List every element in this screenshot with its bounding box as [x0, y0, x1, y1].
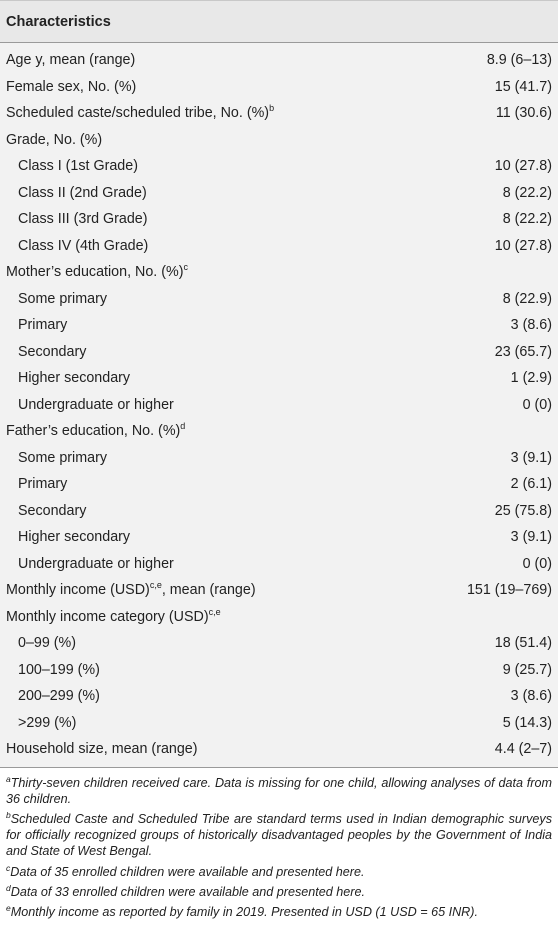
table-row — [0, 551, 558, 578]
row-label-text: Undergraduate or higher — [18, 555, 174, 572]
row-label — [0, 529, 130, 545]
row-label-text: Female sex, No. (%) — [6, 78, 137, 95]
row-label — [0, 423, 185, 439]
table-row — [0, 604, 558, 631]
row-label — [0, 211, 148, 227]
table-row — [0, 312, 558, 339]
footnote-marker: b — [269, 103, 275, 114]
row-label-text: 200–299 (%) — [18, 688, 100, 705]
row-label — [0, 317, 67, 333]
row-label-text: Undergraduate or higher — [18, 396, 174, 413]
row-value: 23 (65.7) — [494, 343, 552, 360]
row-label — [0, 105, 274, 121]
row-label-text: >299 (%) — [18, 714, 77, 731]
footnote-mark: b — [6, 809, 11, 820]
row-label — [0, 158, 138, 174]
row-label — [0, 606, 221, 625]
row-label — [0, 741, 198, 757]
row-label — [0, 370, 130, 386]
table-row — [0, 339, 558, 366]
table-row — [0, 683, 558, 710]
row-label — [0, 688, 100, 704]
table-body — [0, 43, 558, 768]
table-row — [0, 418, 558, 445]
row-label-text: Mother’s education, No. (%) — [6, 264, 184, 281]
row-value: 10 (27.8) — [494, 158, 552, 175]
row-value: 0 (0) — [522, 396, 552, 413]
header-title: Characteristics — [6, 13, 111, 30]
row-value: 8 (22.2) — [502, 184, 552, 201]
row-label — [0, 450, 107, 466]
row-label-text: Age y, mean (range) — [6, 52, 136, 69]
table-row — [0, 445, 558, 472]
table-row — [0, 47, 558, 74]
footnote-text: Thirty-seven children received care. Data is missing for one child, allowing analyses of data from 36 children. — [6, 775, 552, 806]
row-value: 2 (6.1) — [510, 476, 552, 493]
row-label-text: 100–199 (%) — [18, 661, 100, 678]
table-row — [0, 259, 558, 286]
row-label — [0, 79, 136, 95]
row-label — [0, 344, 86, 360]
footnote-mark: a — [6, 773, 11, 784]
row-value: 4.4 (2–7) — [494, 741, 552, 758]
table-row — [0, 392, 558, 419]
table-row — [0, 100, 558, 127]
row-label — [0, 635, 76, 651]
table-row — [0, 233, 558, 260]
row-value: 10 (27.8) — [494, 237, 552, 254]
row-label-text: Monthly income (USD) — [6, 582, 150, 599]
row-label-text: Monthly income category (USD) — [6, 608, 209, 625]
footnote — [6, 904, 552, 920]
footnote-mark: c — [6, 862, 11, 873]
row-label — [0, 291, 107, 307]
row-value: 3 (8.6) — [510, 688, 552, 705]
row-label-text: Secondary — [18, 502, 87, 519]
row-label-text: Primary — [18, 317, 68, 334]
row-value: 8 (22.9) — [502, 290, 552, 307]
footnote-text: Monthly income as reported by family in 2019. Presented in USD (1 USD = 65 INR). — [10, 904, 478, 919]
row-label-text: Household size, mean (range) — [6, 741, 198, 758]
table-row — [0, 206, 558, 233]
row-value: 5 (14.3) — [502, 714, 552, 731]
row-value: 0 (0) — [522, 555, 552, 572]
row-label — [0, 397, 174, 413]
row-value: 3 (9.1) — [510, 449, 552, 466]
row-label-text: 0–99 (%) — [18, 635, 77, 652]
table-row — [0, 736, 558, 763]
footnote — [6, 811, 552, 860]
row-label — [0, 476, 67, 492]
row-label-text: Class I (1st Grade) — [18, 158, 138, 175]
row-label-text: Grade, No. (%) — [6, 131, 103, 148]
row-label — [0, 662, 100, 678]
row-label — [0, 264, 188, 280]
footnote — [6, 884, 552, 900]
table-row — [0, 630, 558, 657]
table-row — [0, 471, 558, 498]
row-label-text: Higher secondary — [18, 529, 131, 546]
row-label-text: Secondary — [18, 343, 87, 360]
row-value: 151 (19–769) — [466, 582, 552, 599]
footnote-marker: d — [180, 421, 186, 432]
footnote-text: Scheduled Caste and Scheduled Tribe are standard terms used in Indian demographic surveys for officially recognized groups of historically disadvantaged peoples by the Government of India and State of West Bengal. — [6, 811, 552, 859]
footnote — [6, 775, 552, 807]
row-value: 18 (51.4) — [494, 635, 552, 652]
footnote-mark: e — [6, 902, 11, 913]
table-header — [0, 0, 558, 43]
row-label — [0, 132, 102, 148]
row-label — [0, 715, 76, 731]
row-label — [0, 52, 135, 68]
row-label — [0, 503, 86, 519]
footnote-marker: c — [183, 262, 188, 273]
table-row — [0, 498, 558, 525]
row-label — [0, 185, 147, 201]
row-value: 11 (30.6) — [495, 105, 552, 122]
table-row — [0, 524, 558, 551]
table-row — [0, 365, 558, 392]
row-value: 1 (2.9) — [510, 370, 552, 387]
footnote-mark: d — [6, 882, 11, 893]
table-row — [0, 657, 558, 684]
row-label-text: Class IV (4th Grade) — [18, 237, 149, 254]
row-label-suffix: , mean (range) — [161, 582, 256, 599]
row-label-text: Some primary — [18, 449, 107, 466]
row-label-text: Higher secondary — [18, 370, 131, 387]
table-row — [0, 127, 558, 154]
row-value: 9 (25.7) — [502, 661, 552, 678]
row-value: 8 (22.2) — [502, 211, 552, 228]
row-label — [0, 238, 148, 254]
row-value: 15 (41.7) — [494, 78, 552, 95]
row-label-text: Class III (3rd Grade) — [18, 211, 148, 228]
footnote-text: Data of 33 enrolled children were available and presented here. — [10, 884, 365, 899]
row-label — [0, 582, 256, 598]
row-label-text: Father’s education, No. (%) — [6, 423, 181, 440]
row-label — [0, 556, 174, 572]
row-label-text: Scheduled caste/scheduled tribe, No. (%) — [6, 105, 270, 122]
table-row — [0, 710, 558, 737]
footnote-text: Data of 35 enrolled children were available and presented here. — [10, 864, 365, 879]
table-row — [0, 74, 558, 101]
row-value: 3 (9.1) — [510, 529, 552, 546]
footnote — [6, 864, 552, 880]
row-label-text: Class II (2nd Grade) — [18, 184, 147, 201]
row-value: 8.9 (6–13) — [486, 52, 552, 69]
row-value: 3 (8.6) — [510, 317, 552, 334]
footnote-marker: c,e — [208, 606, 221, 617]
table-row — [0, 286, 558, 313]
table-row — [0, 153, 558, 180]
table-row — [0, 577, 558, 604]
table-row — [0, 180, 558, 207]
table-footnotes — [0, 768, 558, 921]
footnote-marker: c,e — [149, 580, 162, 591]
row-label-text: Some primary — [18, 290, 107, 307]
row-value: 25 (75.8) — [494, 502, 552, 519]
row-label-text: Primary — [18, 476, 68, 493]
